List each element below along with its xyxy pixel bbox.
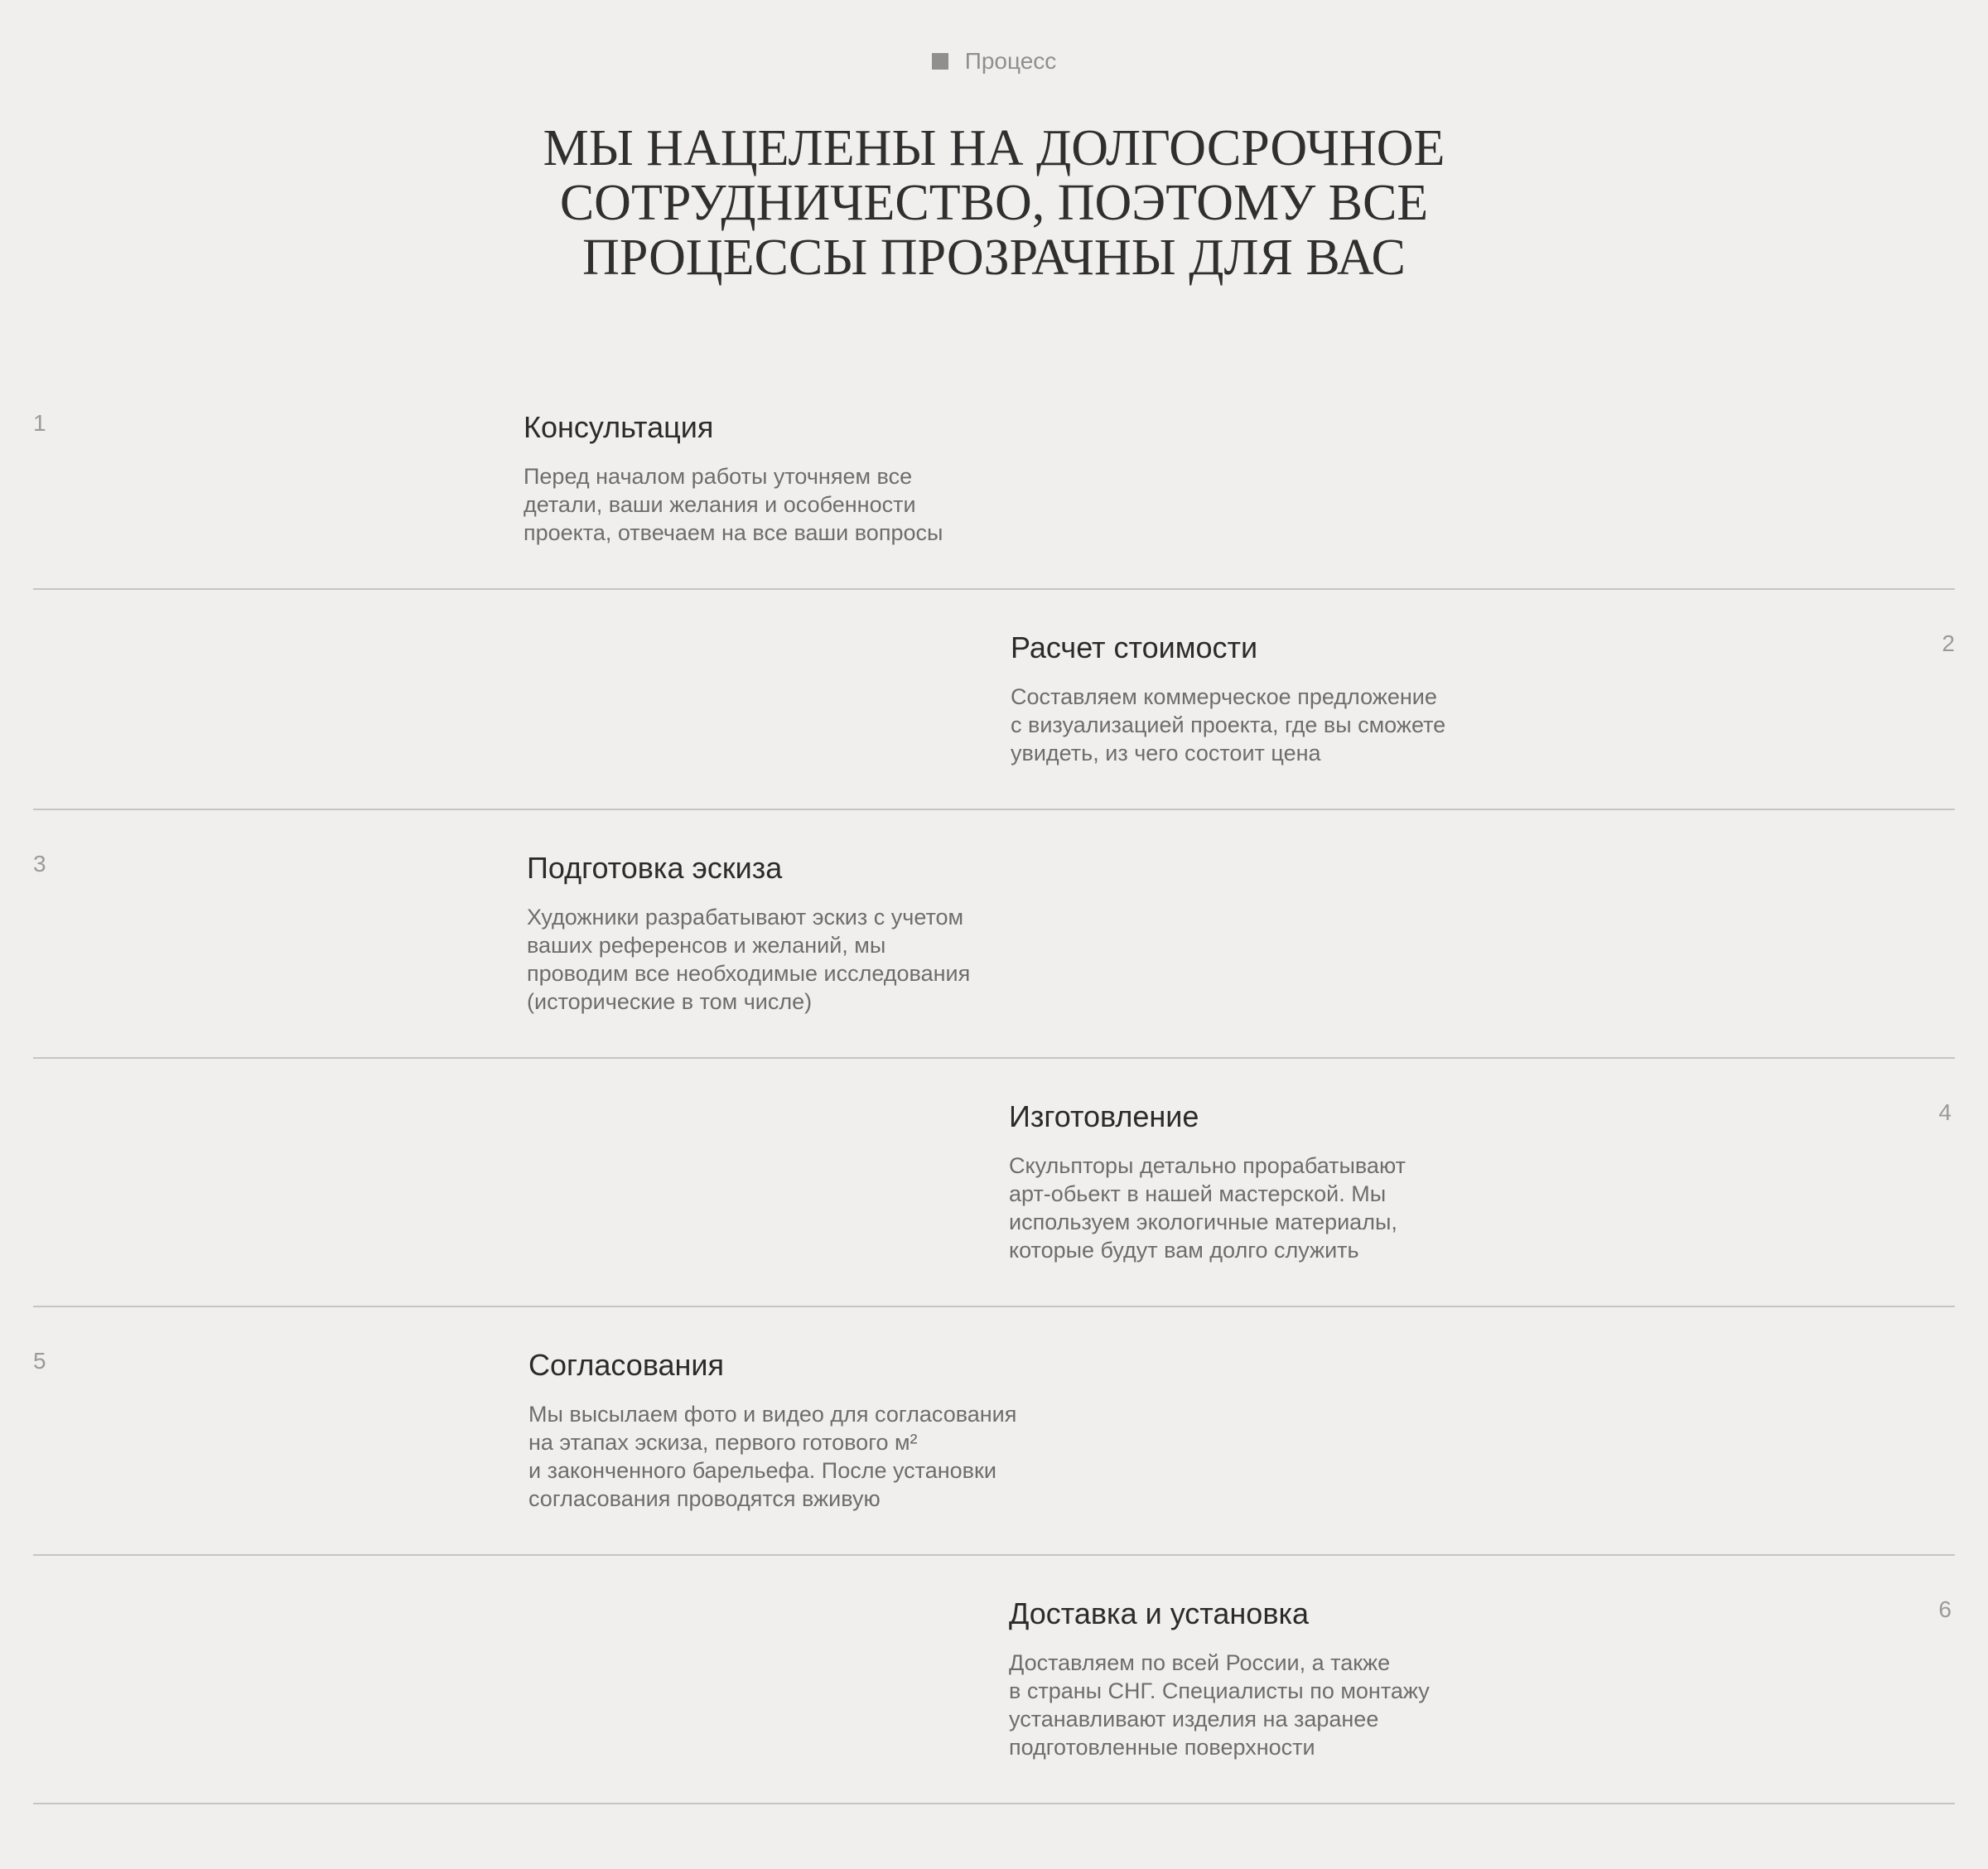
- process-step: [33, 1099, 1955, 1307]
- step-body: [1011, 630, 1508, 767]
- step-divider: [33, 1306, 1955, 1307]
- step-description-line: Художники разрабатывают эскиз с учетом: [527, 905, 964, 930]
- step-divider: [33, 809, 1955, 810]
- step-description: [1011, 683, 1508, 767]
- step-body: [524, 409, 1021, 547]
- step-description-line: подготовленные поверхности: [1009, 1735, 1315, 1760]
- step-number: 1: [33, 410, 46, 436]
- step-description-line: увидеть, из чего состоит цена: [1011, 741, 1321, 765]
- step-divider: [33, 1803, 1955, 1804]
- step-description-line: которые будут вам долго служить: [1009, 1238, 1359, 1263]
- square-bullet-icon: [932, 53, 948, 70]
- step-divider: [33, 1057, 1955, 1059]
- step-divider: [33, 588, 1955, 590]
- step-description: [528, 1400, 1108, 1513]
- step-description-line: Составляем коммерческое предложение: [1011, 684, 1437, 709]
- step-description-line: детали, ваши желания и особенности: [524, 492, 916, 517]
- step-divider: [33, 1554, 1955, 1556]
- step-description-line: Скульпторы детально прорабатывают: [1009, 1153, 1406, 1178]
- step-description-line: Мы высылаем фото и видео для согласования: [528, 1402, 1017, 1427]
- step-description-line: Доставляем по всей России, а также: [1009, 1650, 1391, 1675]
- step-description-line: и законченного барельефа. После установки: [528, 1458, 996, 1483]
- eyebrow-label: Процесс: [964, 48, 1057, 74]
- process-step: [33, 1347, 1955, 1556]
- step-description: [1009, 1152, 1506, 1264]
- step-body: [528, 1347, 1108, 1513]
- step-number: 5: [33, 1348, 46, 1374]
- step-description-line: арт-обьект в нашей мастерской. Мы: [1009, 1181, 1387, 1206]
- step-number: 2: [1942, 630, 1955, 656]
- step-description-line: на этапах эскиза, первого готового м²: [528, 1430, 918, 1455]
- step-title: Расчет стоимости: [1011, 630, 1258, 664]
- process-step: [33, 630, 1955, 810]
- step-description-line: (исторические в том числе): [527, 989, 813, 1014]
- headline-line: МЫ НАЦЕЛЕНЫ НА ДОЛГОСРОЧНОЕ: [543, 120, 1445, 176]
- step-description-line: используем экологичные материалы,: [1009, 1210, 1397, 1234]
- step-description-line: в страны СНГ. Специалисты по монтажу: [1009, 1678, 1430, 1703]
- step-description-line: устанавливают изделия на заранее: [1009, 1707, 1379, 1731]
- step-number: 6: [1938, 1596, 1952, 1622]
- headline-line: ПРОЦЕССЫ ПРОЗРАЧНЫ ДЛЯ ВАС: [582, 229, 1406, 286]
- step-title: Доставка и установка: [1009, 1596, 1310, 1630]
- step-description-line: с визуализацией проекта, где вы сможете: [1011, 712, 1446, 737]
- headline-line: СОТРУДНИЧЕСТВО, ПОЭТОМУ ВСЕ: [559, 175, 1429, 231]
- process-step: [33, 409, 1955, 590]
- step-description-line: согласования проводятся вживую: [528, 1486, 881, 1511]
- step-description: [1009, 1649, 1506, 1761]
- process-step: [33, 1596, 1955, 1804]
- step-title: Консультация: [524, 410, 714, 444]
- step-description-line: Перед началом работы уточняем все: [524, 464, 913, 489]
- step-number: 4: [1938, 1099, 1952, 1125]
- step-body: [1009, 1099, 1506, 1264]
- step-description-line: проекта, отвечаем на все ваши вопросы: [524, 520, 943, 545]
- step-description: [524, 462, 1021, 547]
- step-description: [527, 903, 1024, 1016]
- step-title: Изготовление: [1009, 1099, 1199, 1133]
- step-title: Подготовка эскиза: [527, 851, 783, 885]
- step-body: [1009, 1596, 1506, 1761]
- step-number: 3: [33, 851, 46, 877]
- step-description-line: ваших референсов и желаний, мы: [527, 933, 886, 958]
- process-step: [33, 850, 1955, 1059]
- step-description-line: проводим все необходимые исследования: [527, 961, 971, 986]
- step-body: [527, 850, 1024, 1016]
- section-headline: [331, 121, 1657, 285]
- step-title: Согласования: [528, 1348, 725, 1382]
- eyebrow: [0, 46, 1988, 76]
